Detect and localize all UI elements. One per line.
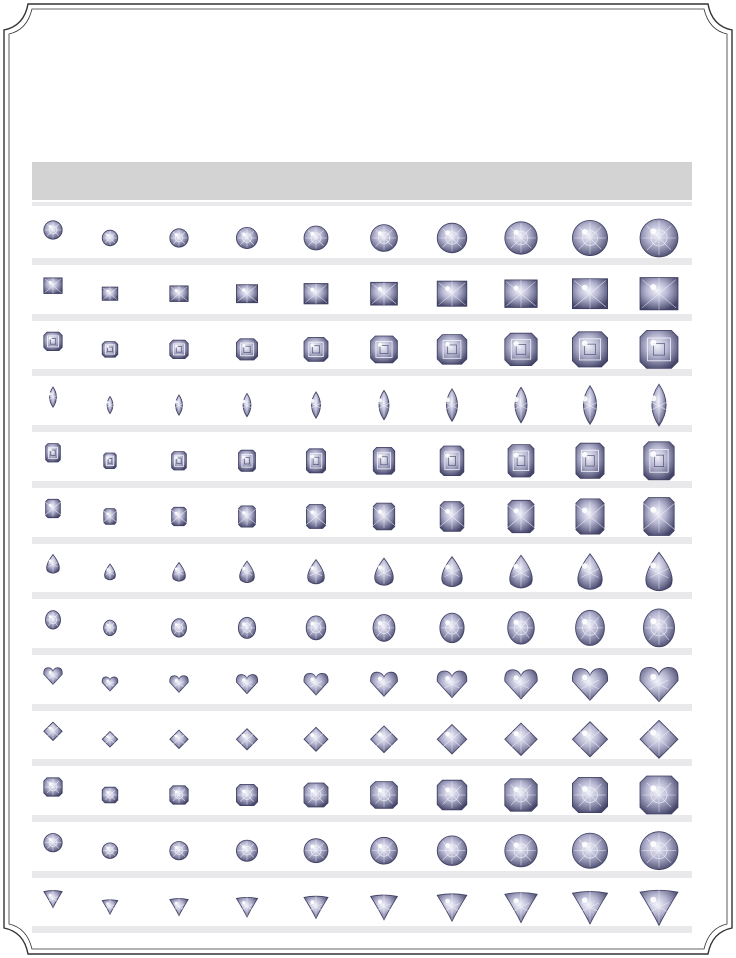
trillion-gem-icon bbox=[102, 899, 118, 914]
emerald-gem-icon bbox=[104, 453, 116, 469]
kite-gem-icon bbox=[640, 720, 678, 758]
rose-gem-icon bbox=[170, 842, 188, 860]
heart-gem-icon bbox=[44, 667, 62, 684]
oval-gem-icon bbox=[508, 612, 535, 644]
heart-gem-icon bbox=[170, 675, 188, 692]
emerald-gem-icon bbox=[576, 443, 604, 478]
pear-gem-icon bbox=[578, 554, 602, 590]
cushion-gem-icon bbox=[170, 786, 188, 804]
radiant-gem-icon bbox=[439, 502, 466, 532]
emerald-gem-icon bbox=[306, 449, 325, 473]
kite-gem-icon bbox=[304, 727, 328, 751]
round-gem-icon bbox=[371, 225, 398, 252]
rose-gem-icon bbox=[505, 835, 537, 867]
rose-gem-icon bbox=[236, 840, 257, 861]
cushion-gem-icon bbox=[44, 778, 62, 796]
round-gem-icon bbox=[102, 230, 118, 246]
asscher-gem-icon bbox=[640, 330, 678, 368]
kite-gem-icon bbox=[236, 729, 257, 750]
princess-gem-icon bbox=[640, 278, 678, 310]
pear-gem-icon bbox=[510, 555, 532, 588]
radiant-gem-icon bbox=[305, 505, 327, 529]
oval-gem-icon bbox=[373, 615, 395, 642]
asscher-gem-icon bbox=[437, 335, 467, 365]
oval-gem-icon bbox=[576, 610, 605, 645]
asscher-gem-icon bbox=[236, 339, 257, 360]
heart-gem-icon bbox=[102, 677, 118, 691]
cushion-gem-icon bbox=[572, 777, 607, 812]
emerald-gem-icon bbox=[373, 447, 394, 474]
cushion-gem-icon bbox=[371, 782, 398, 809]
trillion-gem-icon bbox=[170, 898, 188, 915]
pear-gem-icon bbox=[442, 557, 463, 587]
oval-gem-icon bbox=[171, 619, 186, 637]
pear-gem-icon bbox=[105, 564, 116, 580]
kite-gem-icon bbox=[371, 726, 398, 753]
marquise-gem-icon bbox=[513, 387, 529, 423]
round-gem-icon bbox=[505, 222, 537, 254]
emerald-gem-icon bbox=[440, 446, 464, 476]
pear-gem-icon bbox=[47, 555, 60, 574]
kite-gem-icon bbox=[437, 725, 467, 755]
marquise-gem-icon bbox=[106, 397, 114, 414]
trillion-gem-icon bbox=[505, 892, 537, 923]
marquise-gem-icon bbox=[377, 390, 390, 419]
kite-gem-icon bbox=[505, 723, 537, 755]
radiant-gem-icon bbox=[574, 499, 606, 534]
radiant-gem-icon bbox=[237, 506, 256, 527]
princess-gem-icon bbox=[236, 285, 257, 303]
cushion-gem-icon bbox=[437, 780, 467, 810]
trillion-gem-icon bbox=[44, 890, 62, 907]
round-gem-icon bbox=[44, 221, 62, 239]
cushion-gem-icon bbox=[640, 776, 678, 814]
heart-gem-icon bbox=[437, 670, 467, 697]
trillion-gem-icon bbox=[371, 894, 398, 919]
trillion-gem-icon bbox=[572, 891, 607, 924]
princess-gem-icon bbox=[371, 282, 398, 305]
pear-gem-icon bbox=[308, 560, 325, 584]
asscher-gem-icon bbox=[505, 333, 537, 365]
asscher-gem-icon bbox=[572, 332, 607, 367]
emerald-gem-icon bbox=[172, 452, 187, 470]
oval-gem-icon bbox=[643, 609, 674, 647]
radiant-gem-icon bbox=[506, 500, 535, 532]
asscher-gem-icon bbox=[44, 332, 62, 350]
pear-gem-icon bbox=[240, 561, 255, 582]
kite-gem-icon bbox=[170, 730, 188, 748]
princess-gem-icon bbox=[170, 286, 188, 302]
oval-gem-icon bbox=[238, 617, 255, 638]
kite-gem-icon bbox=[572, 722, 607, 757]
kite-gem-icon bbox=[102, 732, 118, 748]
princess-gem-icon bbox=[304, 284, 328, 304]
round-gem-icon bbox=[170, 229, 188, 247]
emerald-gem-icon bbox=[644, 442, 674, 480]
trillion-gem-icon bbox=[437, 893, 467, 921]
rose-gem-icon bbox=[371, 837, 398, 864]
heart-gem-icon bbox=[236, 674, 257, 694]
oval-gem-icon bbox=[440, 613, 464, 643]
kite-gem-icon bbox=[44, 722, 62, 740]
pear-gem-icon bbox=[173, 563, 186, 582]
rose-gem-icon bbox=[640, 832, 678, 870]
asscher-gem-icon bbox=[371, 336, 398, 363]
trillion-gem-icon bbox=[640, 889, 678, 925]
emerald-gem-icon bbox=[239, 450, 256, 471]
cushion-gem-icon bbox=[102, 787, 118, 803]
radiant-gem-icon bbox=[171, 507, 188, 525]
radiant-gem-icon bbox=[103, 509, 117, 525]
heart-gem-icon bbox=[304, 673, 328, 695]
round-gem-icon bbox=[640, 219, 678, 257]
marquise-gem-icon bbox=[445, 389, 460, 422]
oval-gem-icon bbox=[104, 620, 117, 636]
oval-gem-icon bbox=[45, 611, 60, 629]
rose-gem-icon bbox=[304, 839, 328, 863]
marquise-gem-icon bbox=[581, 386, 599, 425]
round-gem-icon bbox=[304, 226, 328, 250]
marquise-gem-icon bbox=[48, 387, 57, 407]
radiant-gem-icon bbox=[642, 498, 676, 536]
princess-gem-icon bbox=[44, 278, 62, 294]
princess-gem-icon bbox=[102, 287, 118, 300]
rose-gem-icon bbox=[44, 834, 62, 852]
oval-gem-icon bbox=[306, 616, 326, 640]
cushion-gem-icon bbox=[236, 784, 257, 805]
marquise-gem-icon bbox=[242, 393, 253, 416]
marquise-gem-icon bbox=[310, 392, 322, 418]
pear-gem-icon bbox=[646, 552, 672, 590]
marquise-gem-icon bbox=[174, 395, 183, 415]
round-gem-icon bbox=[236, 227, 257, 248]
asscher-gem-icon bbox=[102, 342, 118, 358]
round-gem-icon bbox=[437, 223, 467, 253]
asscher-gem-icon bbox=[304, 337, 328, 361]
rose-gem-icon bbox=[572, 833, 607, 868]
radiant-gem-icon bbox=[45, 499, 62, 517]
emerald-gem-icon bbox=[508, 445, 534, 477]
pear-gem-icon bbox=[375, 558, 394, 585]
trillion-gem-icon bbox=[236, 897, 257, 917]
princess-gem-icon bbox=[505, 280, 537, 308]
princess-gem-icon bbox=[572, 279, 607, 309]
rose-gem-icon bbox=[437, 836, 467, 866]
cushion-gem-icon bbox=[304, 783, 328, 807]
round-gem-icon bbox=[572, 220, 607, 255]
marquise-gem-icon bbox=[650, 384, 669, 426]
heart-gem-icon bbox=[505, 669, 538, 699]
radiant-gem-icon bbox=[372, 503, 396, 530]
heart-gem-icon bbox=[640, 667, 678, 702]
heart-gem-icon bbox=[371, 672, 398, 697]
asscher-gem-icon bbox=[170, 340, 188, 358]
emerald-gem-icon bbox=[46, 444, 61, 462]
heart-gem-icon bbox=[572, 668, 607, 701]
princess-gem-icon bbox=[437, 281, 467, 306]
rose-gem-icon bbox=[102, 843, 118, 859]
cushion-gem-icon bbox=[505, 779, 537, 811]
trillion-gem-icon bbox=[304, 896, 328, 919]
